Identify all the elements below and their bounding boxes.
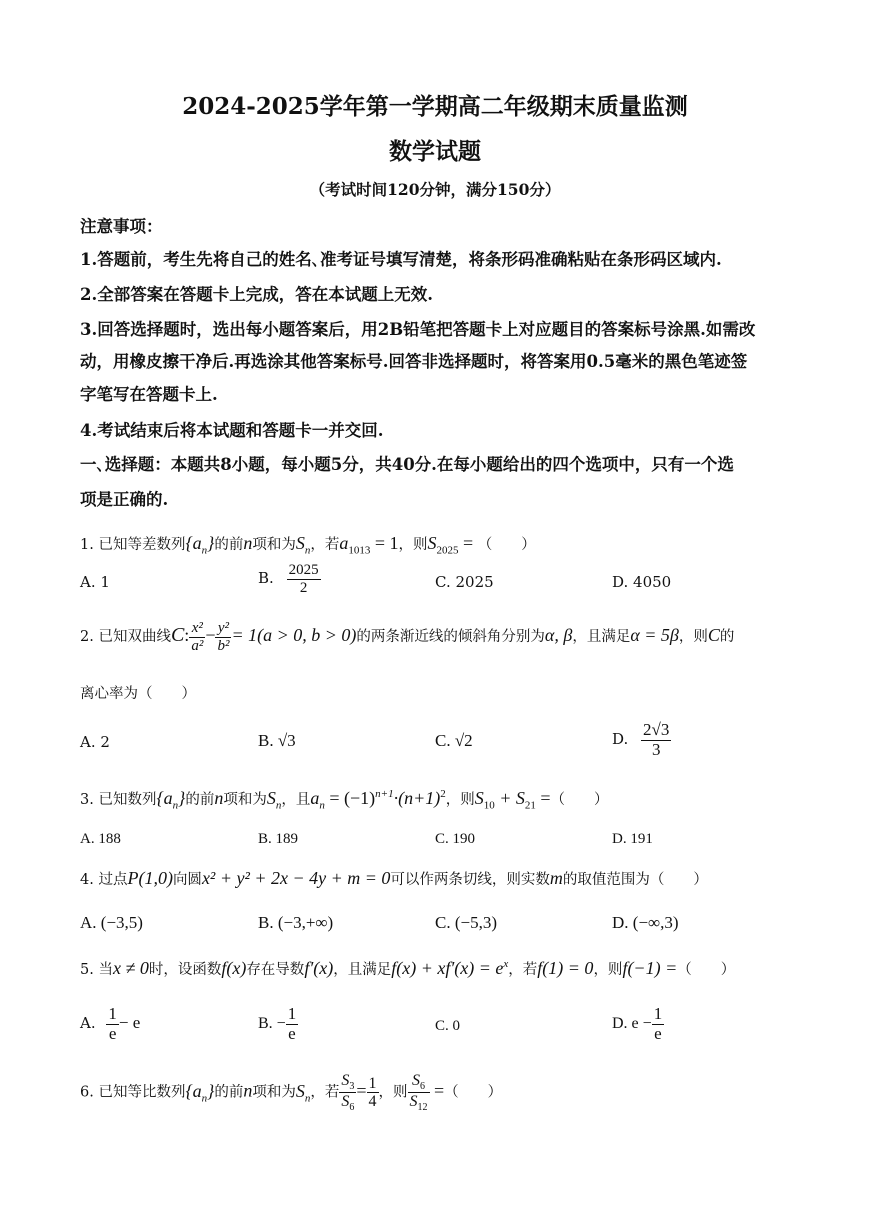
- question-1: [80, 533, 536, 557]
- q5-option-a: A. $\frac{1}{e}$ − e: [80, 1004, 141, 1043]
- note-item-4: 4.考试结束后将本试题和答题卡一并交回.: [80, 421, 384, 440]
- notes-heading: 注意事项：: [80, 217, 163, 236]
- exam-time-note: （考试时间120分钟，满分150分）: [309, 180, 561, 199]
- question-2: 2. 已知双曲线C: $\frac{\text{x²}}{\text{a²}}$ − $\frac{\text{y²}}{\text{b²}}$ = 1(a > 0, b > 0)的两条渐近线的倾斜角分别为α, β，且满足α = 5β，则C的: [80, 620, 735, 654]
- q1-option-b: B. $\frac{2025}{2}$: [258, 562, 319, 596]
- q1-seq: $\{a_n\}$: [185, 533, 215, 557]
- q4-option-c: C. (−5,3): [435, 913, 497, 932]
- question-4: 4. 过点P(1,0)向圆x² + y² + 2x − 4y + m = 0可以作两条切线，则实数m的取值范围为（ ）: [80, 868, 708, 888]
- q5-option-d: D. e − $\frac{1}{e}$: [612, 1004, 663, 1043]
- q2-line2: 离心率为（ ）: [80, 686, 196, 702]
- q1-a1013: $a_{1013} = 1$: [339, 533, 399, 557]
- q2-option-a: A. 2: [80, 733, 110, 751]
- exam-subject: 数学试题: [389, 138, 481, 165]
- q1-text4: ，若: [310, 537, 340, 553]
- question-3: 3. 已知数列$\{a_n\}$的前n项和为$S_n$，且$a_n = (-1)^{n+1}\cdot(n+1)^2$，则$S_{10} + S_{21}$ =（ ）: [80, 788, 609, 812]
- q1-option-d: D. 4050: [612, 573, 672, 591]
- q5-option-b: B. − $\frac{1}{e}$: [258, 1004, 297, 1043]
- q3-option-b: B. 189: [258, 831, 299, 847]
- q1-option-c: C. 2025: [435, 573, 494, 591]
- q1-text2: 的前: [214, 537, 244, 553]
- q1-blank: （ ）: [477, 537, 536, 553]
- q5-option-c: C. 0: [435, 1018, 461, 1034]
- q1-n: n: [243, 533, 253, 553]
- q1-option-a: A. 1: [80, 573, 110, 591]
- question-5: 5. 当x ≠ 0时，设函数f(x)存在导数f′(x)，且满足$f(x) + xf'(x) = e^x$，若f(1) = 0，则f(−1) =（ ）: [80, 958, 736, 978]
- q1-text5: ，则: [398, 537, 428, 553]
- q3-option-c: C. 190: [435, 831, 476, 847]
- section-heading-line1: 一､选择题：本题共8小题，每小题5分，共40分.在每小题给出的四个选项中，只有一个选: [80, 455, 734, 474]
- q1-sn: $S_n$: [295, 533, 311, 557]
- note-item-3-line3: 字笔写在答题卡上.: [80, 385, 218, 404]
- note-item-2: 2.全部答案在答题卡上完成，答在本试题上无效.: [80, 285, 433, 304]
- note-item-1: 1.答题前，考生先将自己的姓名､准考证号填写清楚，将条形码准确粘贴在条形码区域内.: [80, 250, 722, 269]
- q1-text: 1. 已知等差数列: [80, 537, 186, 553]
- note-item-3-line1: 3.回答选择题时，选出每小题答案后，用2B铅笔把答题卡上对应题目的答案标号涂黑.如需改: [80, 320, 756, 339]
- q1-text3: 项和为: [252, 537, 296, 553]
- exam-title: 2024-2025学年第一学期高二年级期末质量监测: [182, 93, 688, 120]
- q4-option-a: A. (−3,5): [80, 913, 143, 932]
- note-item-3-line2: 动，用橡皮擦干净后.再选涂其他答案标号.回答非选择题时，将答案用0.5毫米的黑色笔迹签: [80, 352, 748, 371]
- q3-option-a: A. 188: [80, 831, 121, 847]
- q2-option-b: B. √3: [258, 731, 296, 750]
- q3-option-d: D. 191: [612, 831, 653, 847]
- q2-option-d: D. $\frac{2√3}{3}$: [612, 720, 670, 759]
- q2-option-c: C. √2: [435, 731, 473, 750]
- q1-s2025: $S_{2025}$ =: [427, 533, 474, 557]
- question-6: 6. 已知等比数列$\{a_n\}$的前n项和为$S_n$，若 $\frac{S_3}{S_6}$ = $\frac{1}{4}$ ，则 $\frac{S_6}{S_{12}}$ =（ ）: [80, 1072, 503, 1114]
- q4-option-b: B. (−3,+∞): [258, 913, 334, 932]
- section-heading-line2: 项是正确的.: [80, 490, 169, 509]
- q4-option-d: D. (−∞,3): [612, 913, 679, 932]
